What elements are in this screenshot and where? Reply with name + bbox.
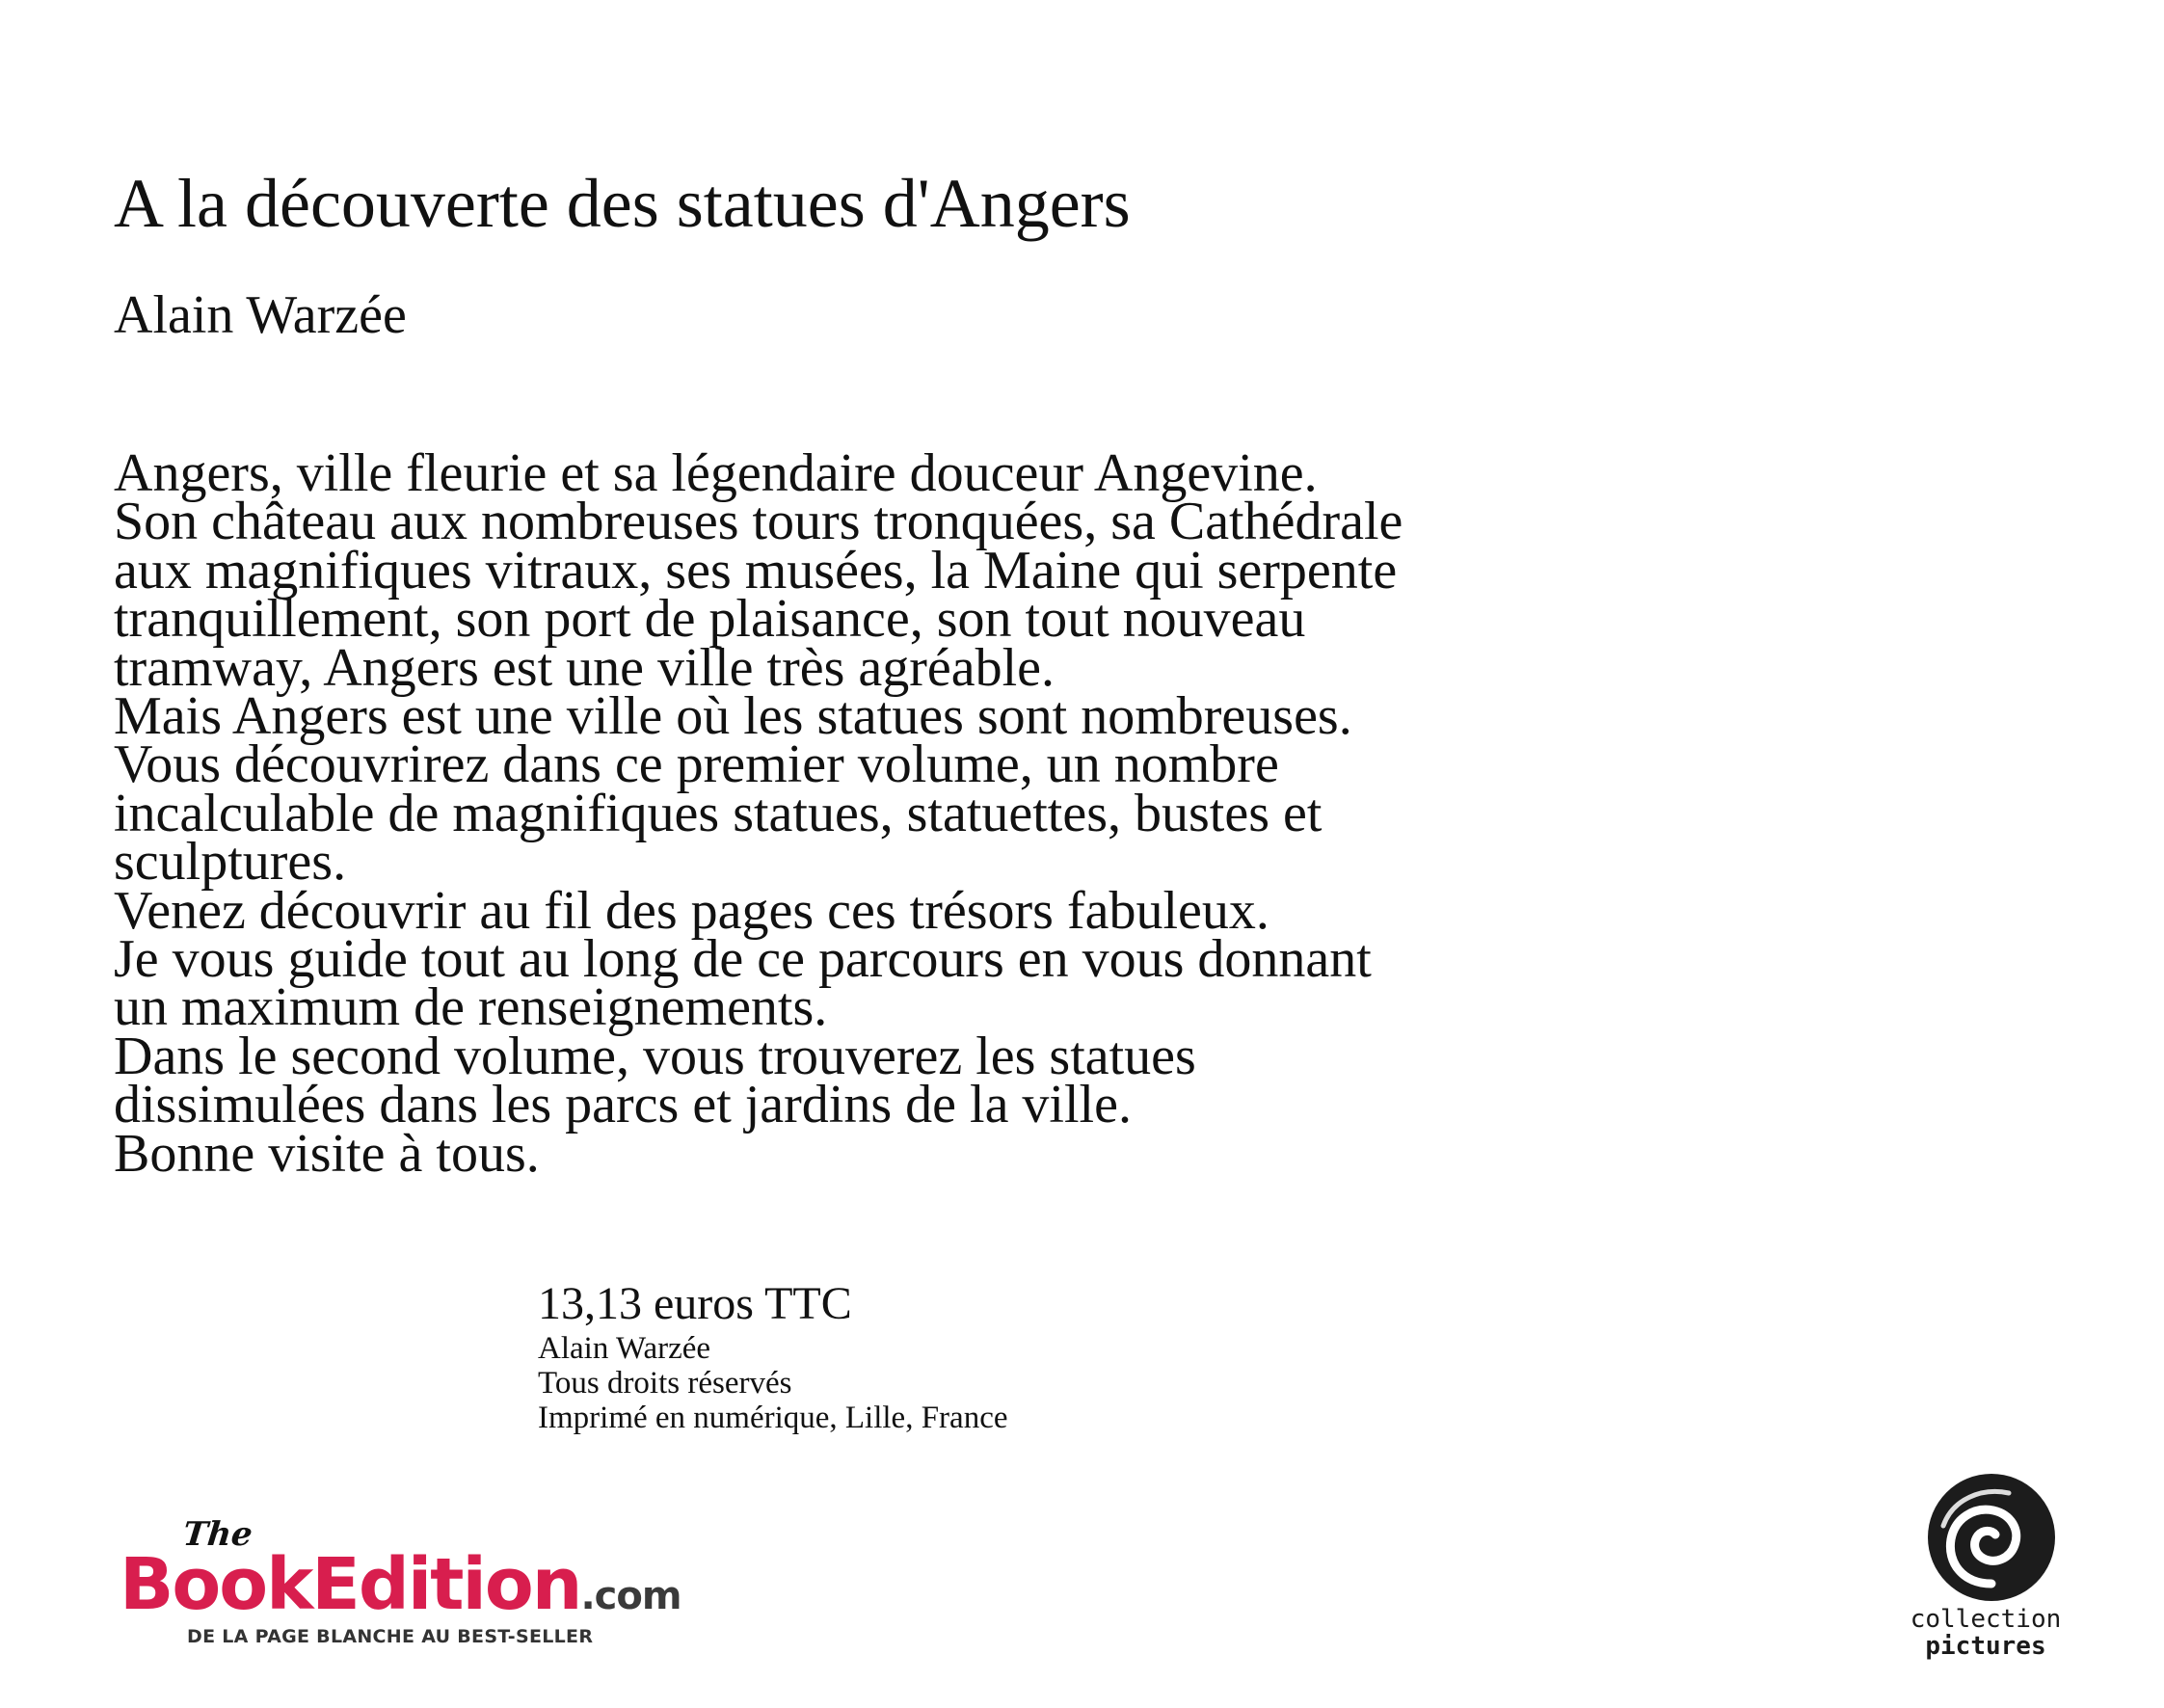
bookedition-logo (120, 1515, 698, 1660)
bookedition-logo-brand: BookEdition (120, 1543, 581, 1626)
swirl-icon (1924, 1470, 2059, 1605)
collection-pictures-logo (1889, 1470, 2082, 1663)
price: 13,13 euros TTC (538, 1278, 852, 1329)
blurb-line: incalculable de magnifiques statues, statuettes, bustes et (114, 783, 1322, 843)
colophon (538, 1277, 1008, 1435)
blurb-line: tranquillement, son port de plaisance, son tout nouveau (114, 589, 1306, 650)
back-cover-blurb (114, 443, 1656, 1184)
blurb-line: Venez découvrir au fil des pages ces trésors fabuleux. (114, 880, 1269, 941)
bookedition-logo-tagline: DE LA PAGE BLANCHE AU BEST-SELLER (187, 1626, 594, 1647)
blurb-line: un maximum de renseignements. (114, 977, 828, 1038)
book-title: A la découverte des statues d'Angers (114, 165, 1131, 242)
bookedition-logo-prefix: The (180, 1515, 254, 1554)
colophon-rights: Tous droits réservés (538, 1366, 792, 1401)
blurb-line: Vous découvrirez dans ce premier volume, un nombre (114, 734, 1279, 795)
colophon-author: Alain Warzée (538, 1331, 711, 1366)
blurb-line: tramway, Angers est une ville très agréable. (114, 637, 1055, 698)
collection-logo-line2: pictures (1925, 1632, 2046, 1661)
blurb-line: dissimulées dans les parcs et jardins de la ville. (114, 1075, 1132, 1135)
bookedition-logo-domain: .com (580, 1574, 681, 1618)
collection-logo-line1: collection (1910, 1605, 2062, 1634)
blurb-line: Son château aux nombreuses tours tronquées, sa Cathédrale (114, 492, 1403, 552)
blurb-line: Je vous guide tout au long de ce parcours en vous donnant (114, 929, 1372, 990)
blurb-line: sculptures. (114, 832, 347, 893)
colophon-printed: Imprimé en numérique, Lille, France (538, 1401, 1008, 1435)
blurb-line: aux magnifiques vitraux, ses musées, la Maine qui serpente (114, 540, 1398, 600)
book-author: Alain Warzée (114, 285, 407, 345)
blurb-line: Bonne visite à tous. (114, 1123, 540, 1184)
blurb-line: Mais Angers est une ville où les statues sont nombreuses. (114, 686, 1352, 747)
blurb-line: Angers, ville fleurie et sa légendaire douceur Angevine. (114, 443, 1318, 503)
blurb-line: Dans le second volume, vous trouverez les statues (114, 1026, 1196, 1086)
